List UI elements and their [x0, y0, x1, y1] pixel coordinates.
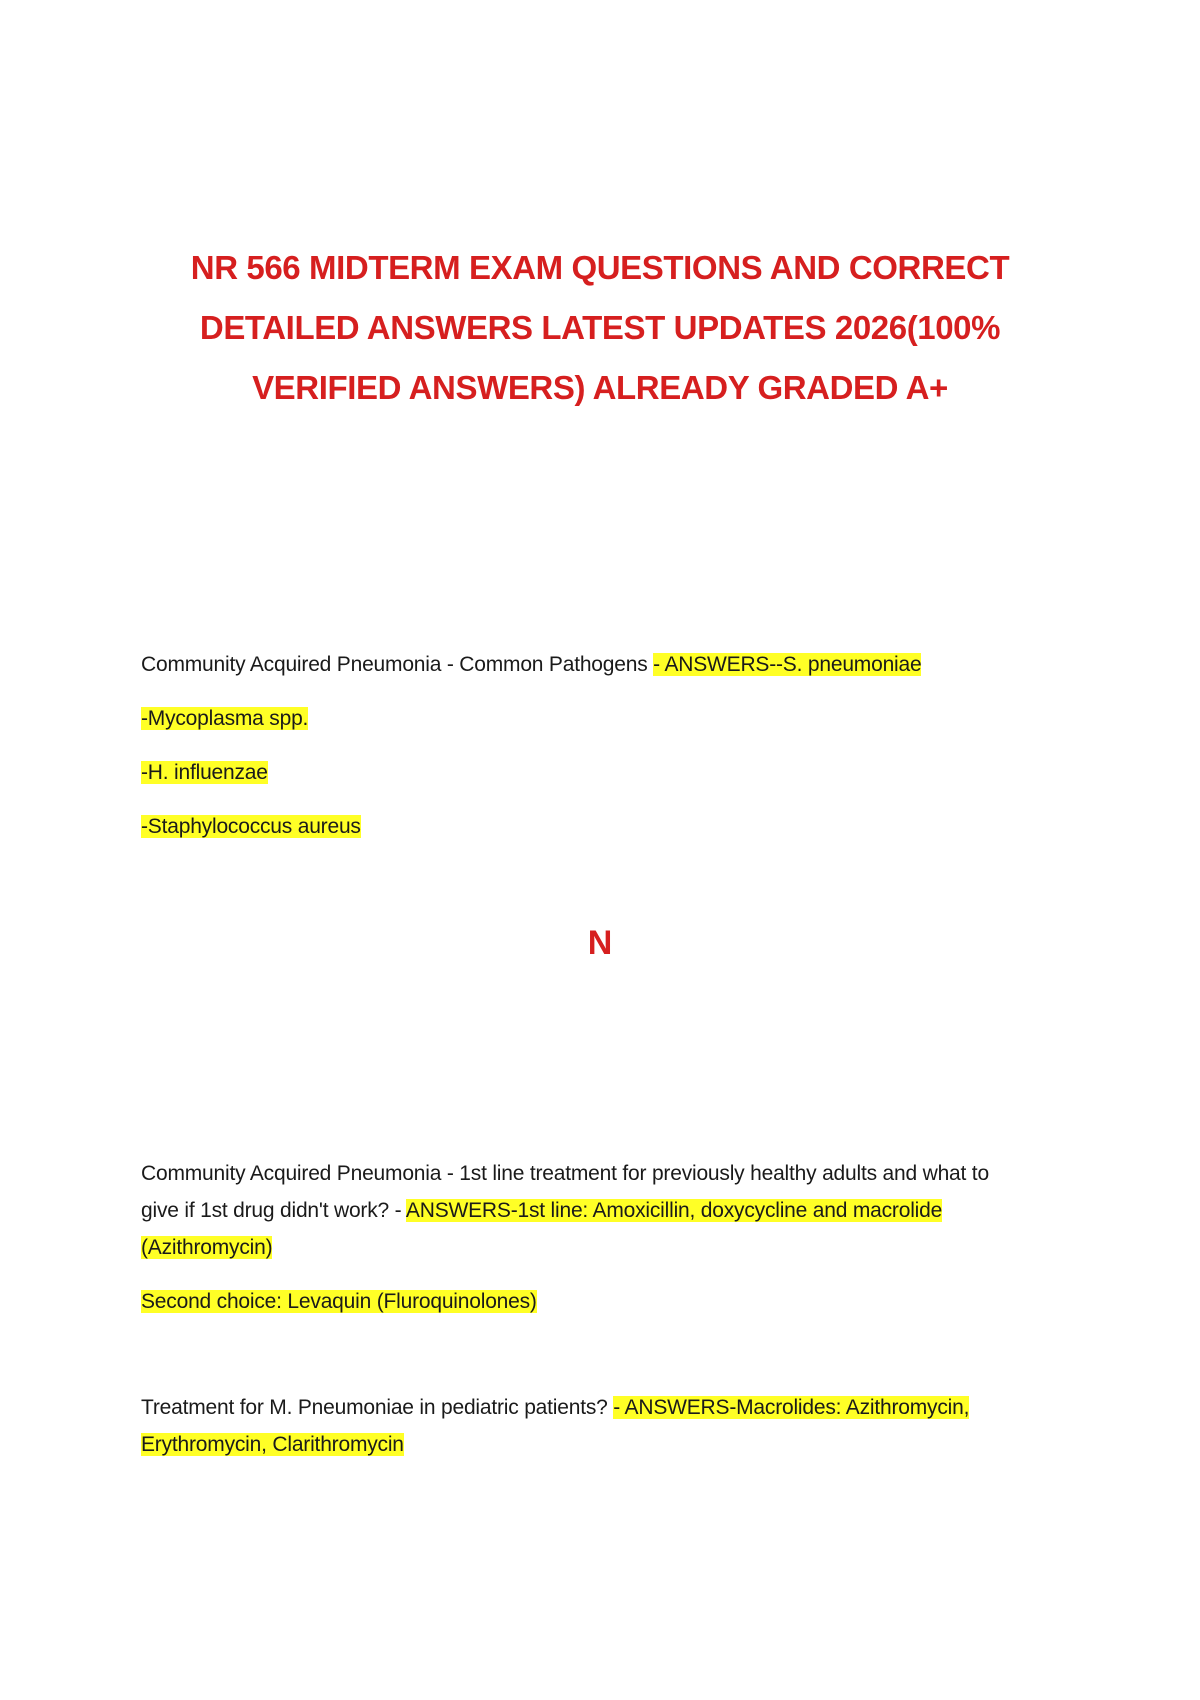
title-line-3: VERIFIED ANSWERS) ALREADY GRADED A+ [252, 369, 948, 406]
qa1-item-3: -Staphylococcus aureus [141, 815, 361, 838]
qa1-item-2: -H. influenzae [141, 761, 268, 784]
qa2-question-end: give if 1st drug didn't work? - [141, 1199, 406, 1222]
qa1-item-1: -Mycoplasma spp. [141, 707, 309, 730]
qa2-question-line-1: Community Acquired Pneumonia - 1st line treatment for previously healthy adults and what to [141, 1162, 989, 1185]
qa2-answer-row [141, 1229, 1061, 1266]
qa1-line [141, 646, 1061, 683]
qa2-second-choice: Second choice: Levaquin (Fluroquinolones) [141, 1290, 537, 1313]
title-line-1: NR 566 MIDTERM EXAM QUESTIONS AND CORRECT [190, 249, 1010, 286]
qa3-answer-line-2: Erythromycin, Clarithromycin [141, 1433, 404, 1456]
qa-block-1 [141, 646, 1061, 845]
title-line-2: DETAILED ANSWERS LATEST UPDATES 2026(100% [199, 309, 1001, 346]
qa2-answer-line-2: (Azithromycin) [141, 1236, 273, 1259]
qa1-item-row [141, 808, 1061, 845]
center-marker: N [587, 924, 613, 962]
qa1-item-row [141, 754, 1061, 791]
qa2-second-choice-row [141, 1283, 1061, 1320]
qa3-question: Treatment for M. Pneumoniae in pediatric patients? [141, 1396, 614, 1419]
qa3-line-1 [141, 1389, 1061, 1426]
qa-block-2 [141, 1155, 1061, 1320]
qa2-question-line-2 [141, 1192, 1061, 1229]
document-title [150, 238, 1050, 418]
qa1-question: Community Acquired Pneumonia - Common Pathogens [141, 653, 654, 676]
qa2-answer-line-1: ANSWERS-1st line: Amoxicillin, doxycycline and macrolide [405, 1199, 943, 1222]
qa-block-3 [141, 1389, 1061, 1463]
qa3-answer-line-1: - ANSWERS-Macrolides: Azithromycin, [613, 1396, 970, 1419]
qa1-answer: - ANSWERS--S. pneumoniae [653, 653, 922, 676]
qa1-item-row [141, 700, 1061, 737]
qa3-line-2 [141, 1426, 1061, 1463]
